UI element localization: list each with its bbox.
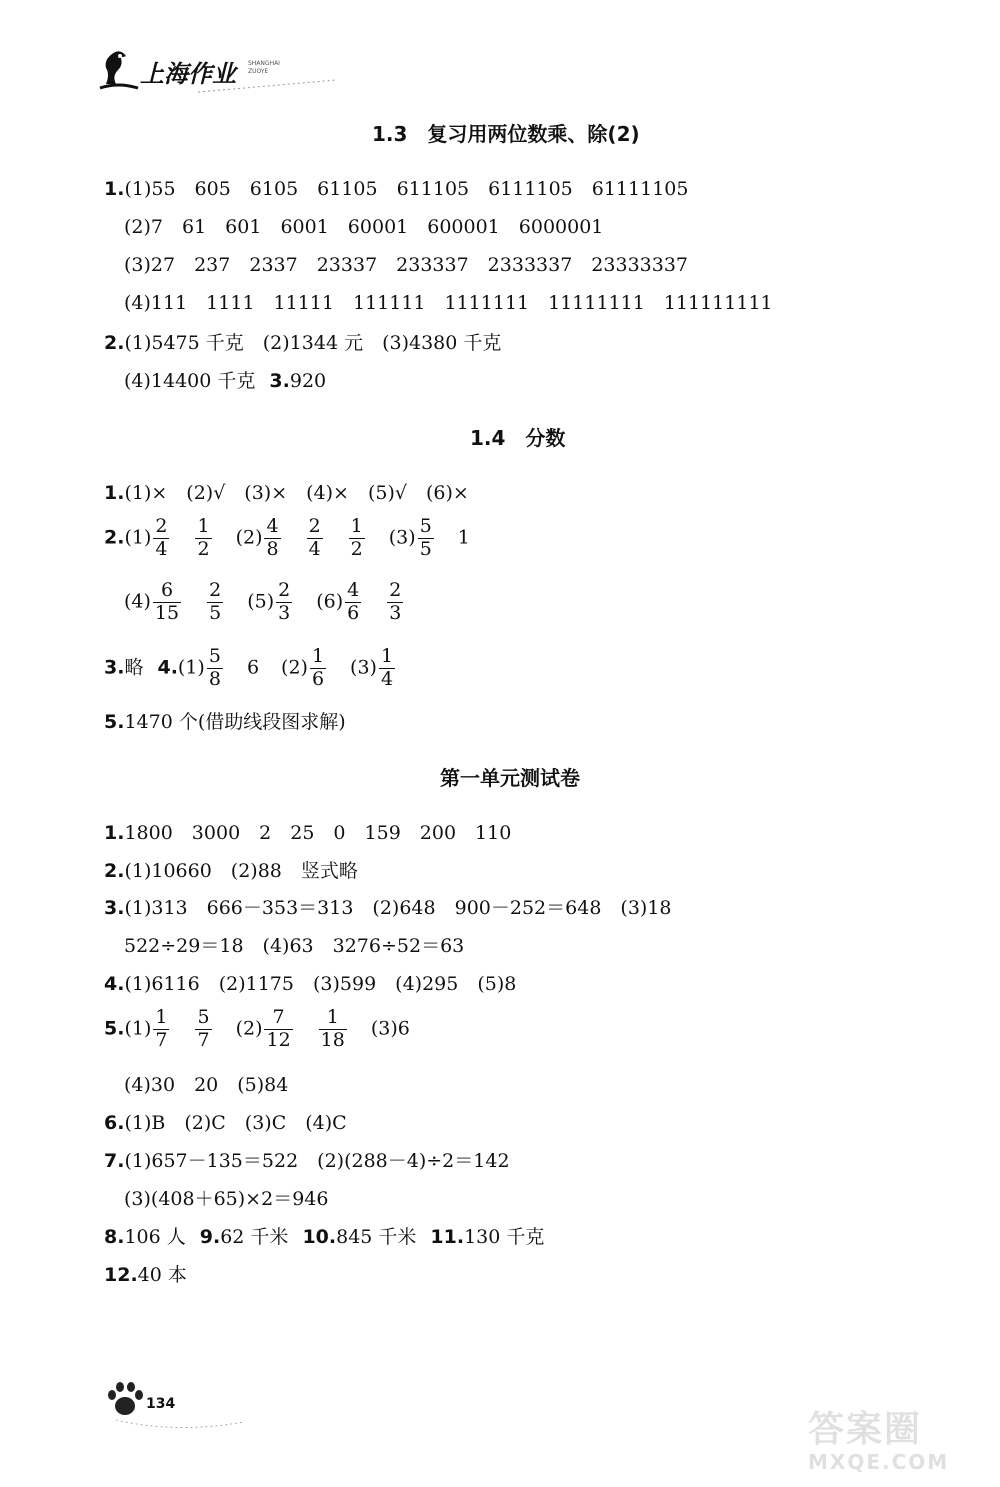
fraction: $\frac{1}{2}$ (350, 515, 363, 560)
answer-line-fractions: 2.(1) $\frac{2}{4}$ $\frac{1}{2}$ (2) $\frac{4}{8}$ $\frac{2}{4}$ $\frac{1}{2}$ (3) $\frac{5}{5}$ 1 (104, 515, 470, 560)
answer-line: 1.1800 3000 2 25 0 159 200 110 (104, 822, 512, 844)
answer-line: 8.106 人 9.62 千米 10.845 千米 11.130 千克 (104, 1226, 545, 1248)
logo-subtitle: SHANGHAI ZUOYE (248, 60, 280, 75)
answer-line: (2)7 61 601 6001 60001 600001 6000001 (124, 216, 604, 238)
fraction: $\frac{2}{4}$ (308, 515, 321, 560)
footer-swoosh (116, 1414, 246, 1434)
fraction: $\frac{1}{7}$ (155, 1006, 168, 1051)
fraction: $\frac{2}{3}$ (278, 579, 291, 624)
answer-line: 4.(1)6116 (2)1175 (3)599 (4)295 (5)8 (104, 973, 517, 995)
answer-line: 7.(1)657－135＝522 (2)(288－4)÷2＝142 (104, 1150, 510, 1172)
mascot-icon (98, 48, 140, 92)
logo-swoosh (198, 78, 338, 98)
answer-line: 522÷29＝18 (4)63 3276÷52＝63 (124, 935, 465, 957)
answer-line: 1.(1)× (2)√ (3)× (4)× (5)√ (6)× (104, 482, 469, 504)
watermark (808, 1410, 988, 1482)
fraction: $\frac{2}{5}$ (209, 579, 222, 624)
section-title-1-3: 1.3 复习用两位数乘、除(2) (372, 122, 640, 146)
watermark-text: 答案圈 (808, 1409, 923, 1450)
answer-line: 1.(1)55 605 6105 61105 611105 6111105 61111105 (104, 178, 689, 200)
fraction: $\frac{4}{6}$ (347, 579, 360, 624)
fraction: $\frac{2}{3}$ (389, 579, 402, 624)
fraction: $\frac{5}{5}$ (419, 515, 432, 560)
fraction: $\frac{7}{12}$ (266, 1006, 291, 1051)
fraction: $\frac{5}{7}$ (197, 1006, 210, 1051)
answer-line: 2.(1)10660 (2)88 竖式略 (104, 860, 358, 882)
answer-line: (4)14400 千克 3.920 (124, 370, 327, 392)
answer-line-fractions: (4) $\frac{6}{15}$ $\frac{2}{5}$ (5) $\frac{2}{3}$ (6) $\frac{4}{6}$ $\frac{2}{3}$ (124, 579, 402, 624)
fraction: $\frac{1}{2}$ (197, 515, 210, 560)
fraction: $\frac{4}{8}$ (266, 515, 279, 560)
answer-line: (4)111 1111 11111 111111 1111111 11111111 111111111 (124, 292, 773, 314)
answer-line-fractions: 5.(1) $\frac{1}{7}$ $\frac{5}{7}$ (2) $\frac{7}{12}$ $\frac{1}{18}$ (3)6 (104, 1006, 410, 1051)
section-title-1-4: 1.4 分数 (470, 426, 566, 450)
fraction: $\frac{1}{6}$ (311, 645, 325, 690)
fraction: $\frac{1}{4}$ (380, 645, 394, 690)
answer-line-fractions: 3.略 4.(1) $\frac{5}{8}$ 6 (2) $\frac{1}{6}$ (3) $\frac{1}{4}$ (104, 645, 394, 690)
answer-line: 3.(1)313 666－353＝313 (2)648 900－252＝648 (3)18 (104, 897, 672, 919)
answer-line: 12.40 本 (104, 1264, 187, 1286)
header-logo (98, 46, 348, 96)
fraction: $\frac{6}{15}$ (154, 579, 180, 624)
fraction: $\frac{1}{18}$ (320, 1006, 345, 1051)
answer-line: (3)(408＋65)×2＝946 (124, 1188, 329, 1210)
page-footer (106, 1378, 256, 1438)
watermark-url: MXQE.COM (808, 1450, 950, 1474)
page-number: 134 (146, 1396, 176, 1412)
fraction: $\frac{5}{8}$ (208, 645, 221, 690)
logo-text: 上海作业 (140, 60, 236, 88)
answer-line: 5.1470 个(借助线段图求解) (104, 711, 346, 733)
answer-line: 2.(1)5475 千克 (2)1344 元 (3)4380 千克 (104, 332, 502, 354)
answer-line: 6.(1)B (2)C (3)C (4)C (104, 1112, 347, 1134)
section-title-unit-test: 第一单元测试卷 (440, 766, 580, 790)
answer-line: (4)30 20 (5)84 (124, 1074, 289, 1096)
fraction: $\frac{2}{4}$ (155, 515, 168, 560)
answer-line: (3)27 237 2337 23337 233337 2333337 23333337 (124, 254, 689, 276)
